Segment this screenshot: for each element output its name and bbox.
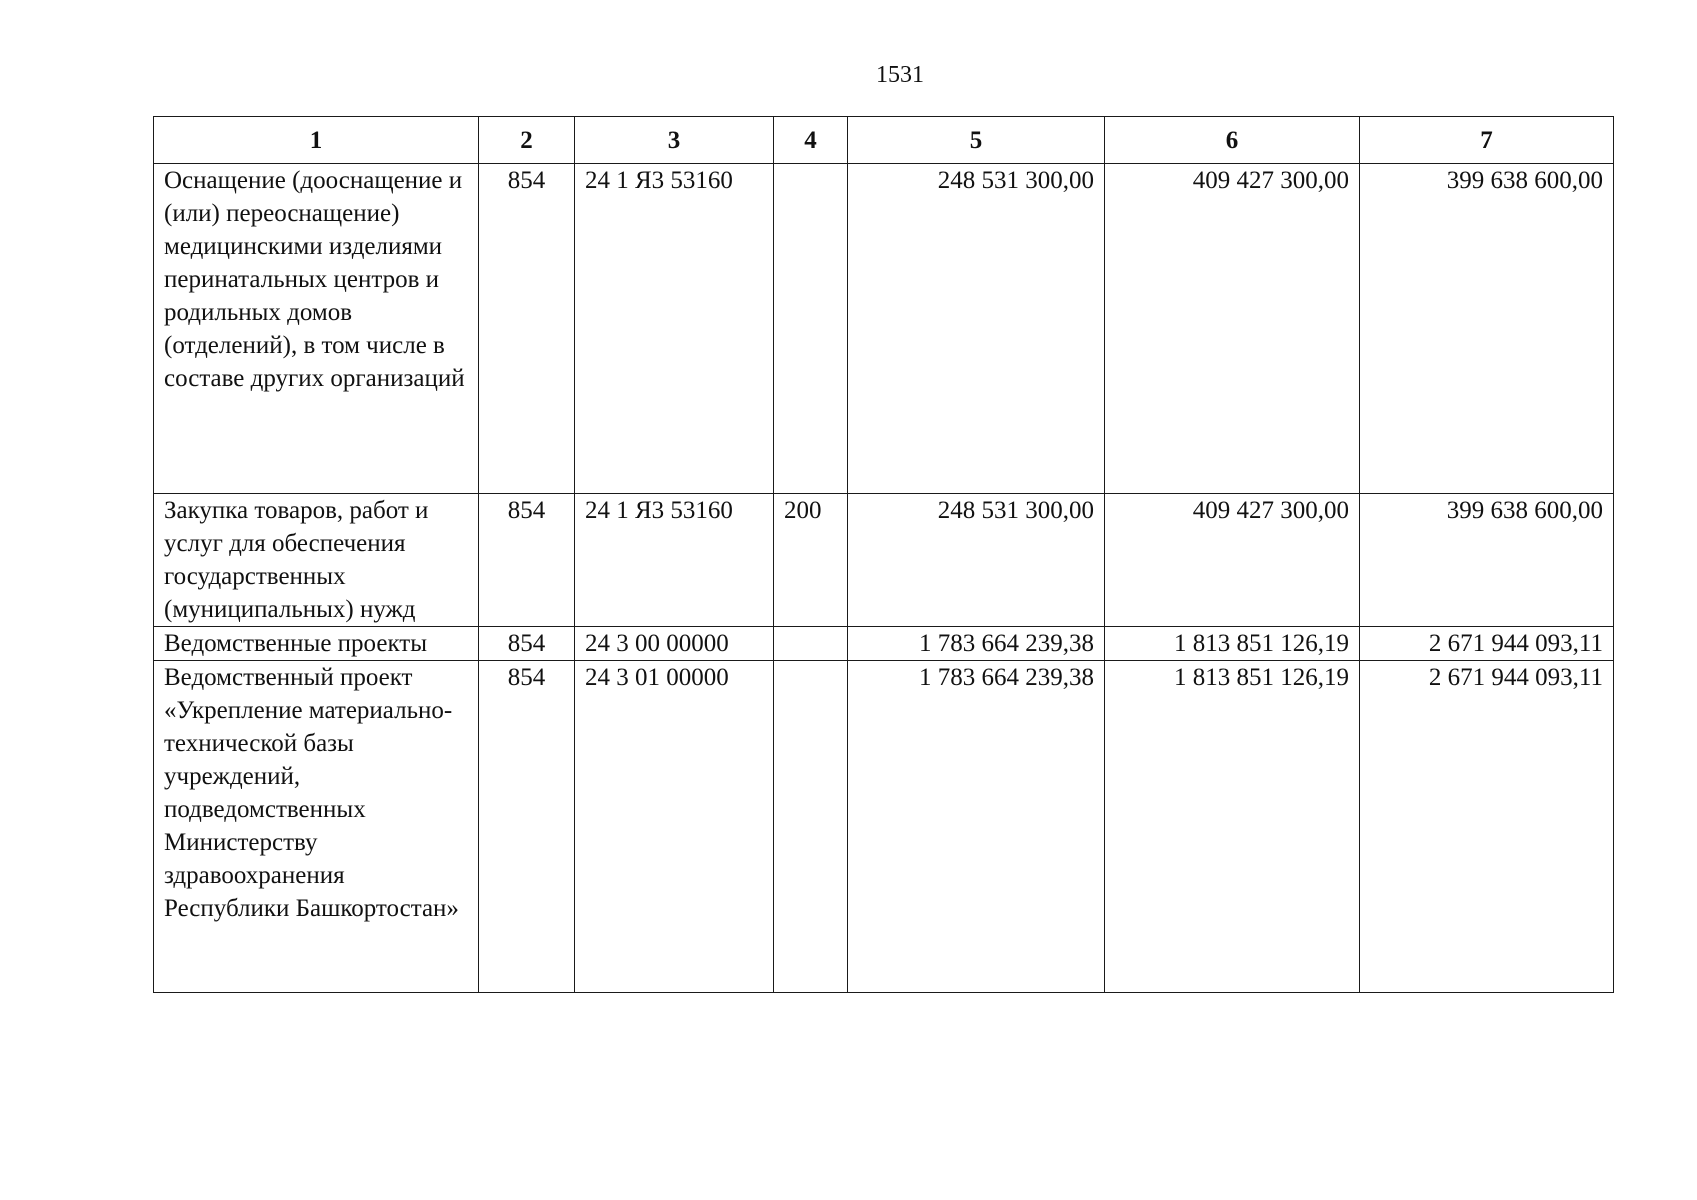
- target-article-cell: 24 1 Я3 53160: [575, 494, 774, 627]
- ministry-code-cell: 854: [479, 164, 575, 494]
- target-article-cell: 24 3 01 00000: [575, 661, 774, 993]
- budget-table: [153, 116, 1614, 993]
- amount-year3-cell: 399 638 600,00: [1360, 164, 1614, 494]
- row-name-cell: Закупка товаров, работ и услуг для обеспечения государственных (муниципальных) нужд: [154, 494, 479, 627]
- amount-year2-cell: 1 813 851 126,19: [1105, 627, 1360, 661]
- table-row: [154, 494, 1614, 627]
- target-article-cell: 24 1 Я3 53160: [575, 164, 774, 494]
- header-cell: 4: [774, 117, 848, 164]
- header-cell: 7: [1360, 117, 1614, 164]
- header-cell: 5: [848, 117, 1105, 164]
- ministry-code-cell: 854: [479, 494, 575, 627]
- expense-type-cell: [774, 164, 848, 494]
- amount-year1-cell: 1 783 664 239,38: [848, 627, 1105, 661]
- row-name-cell: Оснащение (дооснащение и (или) переоснащение) медицинскими изделиями перинатальных центров и родильных домов (отделений), в том числе в составе других организаций: [154, 164, 479, 494]
- amount-year2-cell: 1 813 851 126,19: [1105, 661, 1360, 993]
- expense-type-cell: [774, 627, 848, 661]
- table-row: [154, 627, 1614, 661]
- expense-type-cell: 200: [774, 494, 848, 627]
- header-cell: 1: [154, 117, 479, 164]
- page-number: 1531: [876, 62, 924, 88]
- ministry-code-cell: 854: [479, 661, 575, 993]
- table-header-row: [154, 117, 1614, 164]
- header-cell: 3: [575, 117, 774, 164]
- header-cell: 2: [479, 117, 575, 164]
- table-row: [154, 164, 1614, 494]
- table-row: [154, 661, 1614, 993]
- target-article-cell: 24 3 00 00000: [575, 627, 774, 661]
- amount-year2-cell: 409 427 300,00: [1105, 494, 1360, 627]
- amount-year1-cell: 248 531 300,00: [848, 494, 1105, 627]
- amount-year3-cell: 2 671 944 093,11: [1360, 627, 1614, 661]
- ministry-code-cell: 854: [479, 627, 575, 661]
- amount-year1-cell: 248 531 300,00: [848, 164, 1105, 494]
- amount-year2-cell: 409 427 300,00: [1105, 164, 1360, 494]
- expense-type-cell: [774, 661, 848, 993]
- header-cell: 6: [1105, 117, 1360, 164]
- row-name-cell: Ведомственный проект «Укрепление материально-технической базы учреждений, подведомственных Министерству здравоохранения Республики Башкортостан»: [154, 661, 479, 993]
- amount-year3-cell: 2 671 944 093,11: [1360, 661, 1614, 993]
- amount-year3-cell: 399 638 600,00: [1360, 494, 1614, 627]
- amount-year1-cell: 1 783 664 239,38: [848, 661, 1105, 993]
- row-name-cell: Ведомственные проекты: [154, 627, 479, 661]
